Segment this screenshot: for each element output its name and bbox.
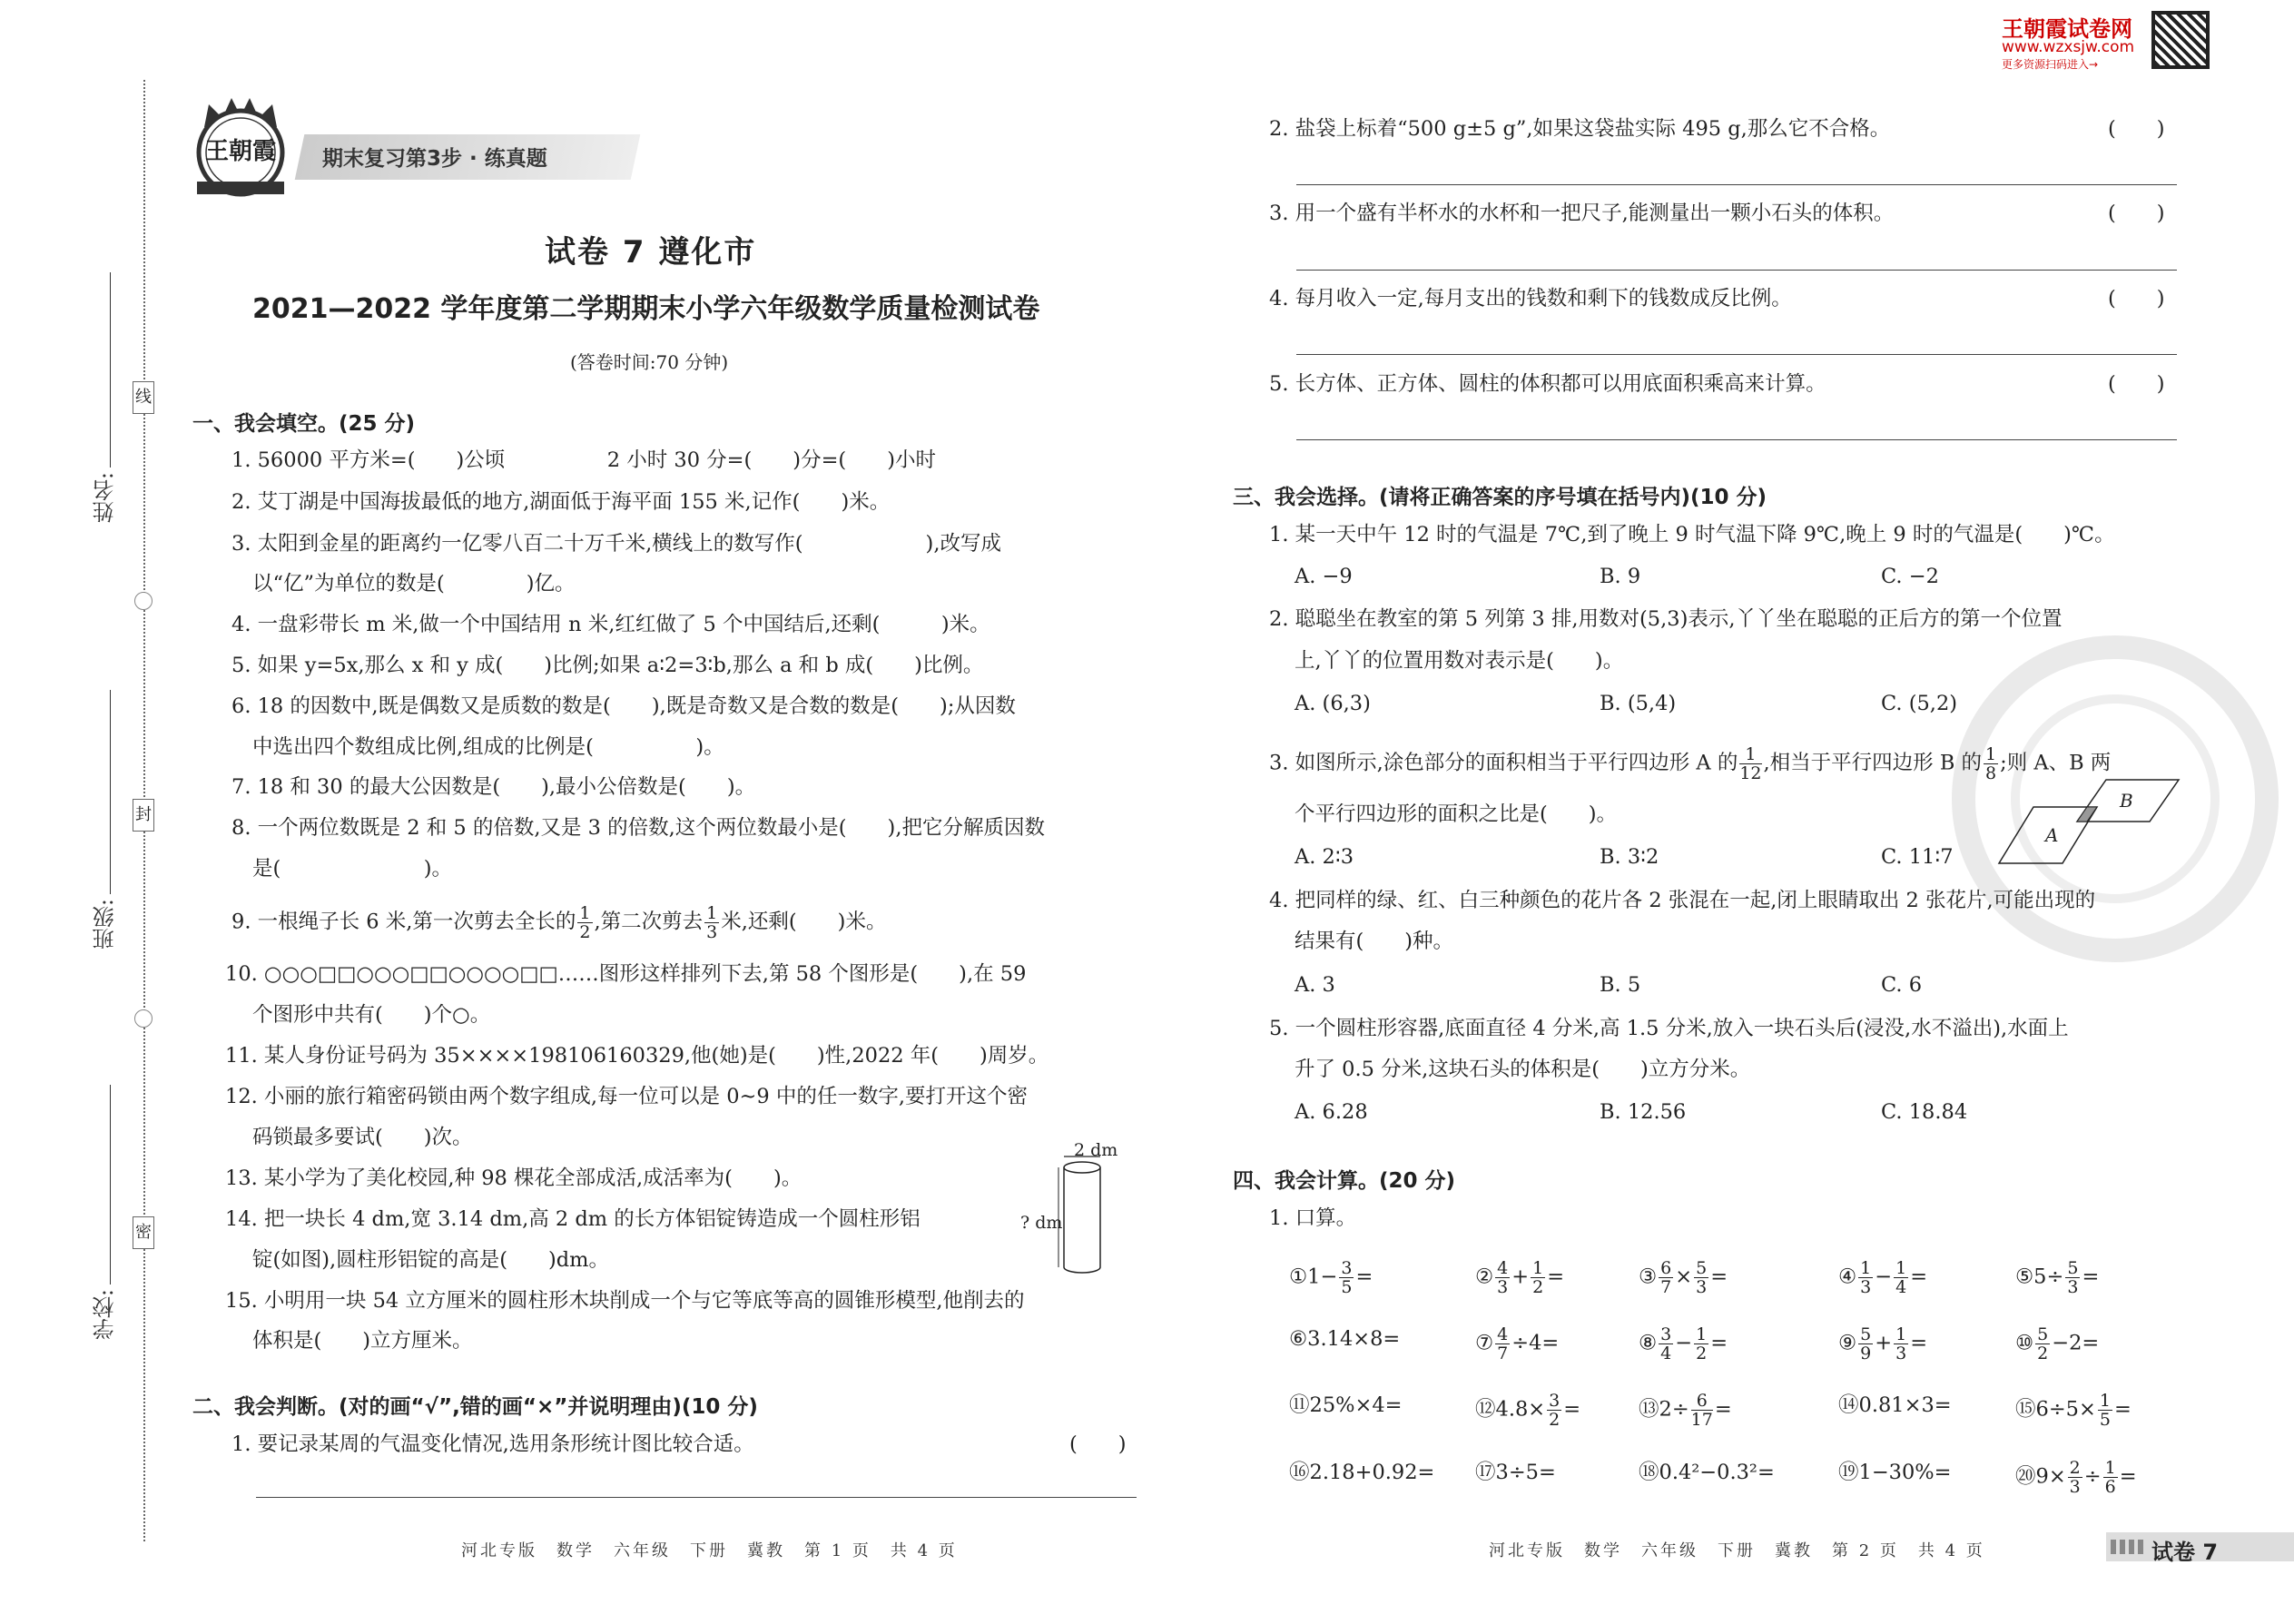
s2-answer-4[interactable]: ( ) — [2108, 287, 2165, 310]
calc-3: ③ $\frac{6}{7}$ × $\frac{5}{3}$ = — [1639, 1258, 1728, 1297]
brand-name: 王朝霞试卷网 — [2002, 16, 2132, 42]
s2-item-2: 2. 盐袋上标着“500 g±5 g”,如果这袋盐实际 495 g,那么它不合格。 — [1269, 117, 1891, 141]
footer-tag: 试卷 7 — [2151, 1540, 2219, 1565]
q9-fraction-2: $\frac{1}{3}$ — [706, 903, 718, 942]
s1-line-1: 1. 56000 平方米=( )公顷 2 小时 30 分=( )分=( )小时 — [231, 448, 936, 472]
s1-line-8: 中选出四个数组成比例,组成的比例是( )。 — [252, 735, 724, 759]
s2-answer-1[interactable]: ( ) — [1069, 1432, 1127, 1456]
s1-q13: 13. 某小学为了美化校园,种 98 棵花全部成活,成活率为( )。 — [225, 1166, 802, 1190]
calc-2: ② $\frac{4}{3}$ + $\frac{1}{2}$ = — [1475, 1258, 1565, 1297]
svg-text:王朝霞: 王朝霞 — [204, 138, 277, 165]
calc-13: ⑬2÷ $\frac{6}{17}$ = — [1639, 1391, 1732, 1430]
calc-7: ⑦ $\frac{4}{7}$ ÷4= — [1475, 1324, 1560, 1363]
cylinder-figure — [1019, 1142, 1127, 1278]
s2-item-3: 3. 用一个盛有半杯水的水杯和一把尺子,能测量出一颗小石头的体积。 — [1269, 202, 1895, 225]
s3-q2a: 2. 聪聪坐在教室的第 5 列第 3 排,用数对(5,3)表示,丫丫坐在聪聪的正后方的第一个位置 — [1269, 607, 2063, 631]
brand-sub: 更多资源扫码进入→ — [2002, 58, 2099, 71]
parallelogram-label-a: A — [2045, 824, 2059, 846]
calc-15: ⑮6÷5× $\frac{1}{5}$ = — [2015, 1391, 2132, 1430]
s1-line-6: 5. 如果 y=5x,那么 x 和 y 成( )比例;如果 a∶2=3∶b,那么 a 和 b 成( )比例。 — [231, 654, 984, 677]
s1-q14a: 14. 把一块长 4 dm,宽 3.14 dm,高 2 dm 的长方体铝锭铸造成一个圆柱形铝 — [225, 1207, 921, 1231]
s1-q15a: 15. 小明用一块 54 立方厘米的圆柱形木块削成一个与它等底等高的圆锥形模型,他削去的 — [225, 1289, 1025, 1313]
s4-sub: 1. 口算。 — [1269, 1206, 1357, 1230]
footer-right: 河北专版 数学 六年级 下册 冀教 第 2 页 共 4 页 — [1489, 1541, 1985, 1560]
calc-4: ④ $\frac{1}{3}$ − $\frac{1}{4}$ = — [1838, 1258, 1928, 1297]
calc-19: ⑲1−30%= — [1838, 1461, 1952, 1484]
exam-time: (答卷时间:70 分钟) — [570, 351, 729, 373]
calc-14: ⑭0.81×3= — [1838, 1393, 1952, 1417]
q9-text-c: 米,还剩( )米。 — [721, 910, 887, 934]
s3-q1: 1. 某一天中午 12 时的气温是 7℃,到了晚上 9 时气温下降 9℃,晚上 9 时的气温是( )℃。 — [1269, 523, 2115, 546]
qr-code-icon[interactable] — [2151, 11, 2210, 69]
s2-answer-3[interactable]: ( ) — [2108, 202, 2165, 225]
s3-q4-option-a[interactable]: A. 3 — [1295, 973, 1335, 997]
s1-line-7: 6. 18 的因数中,既是偶数又是质数的数是( ),既是奇数又是合数的数是( );从因数 — [231, 694, 1016, 718]
s2-item-1: 1. 要记录某周的气温变化情况,选用条形统计图比较合适。 — [231, 1432, 754, 1456]
s3-q4-option-c[interactable]: C. 6 — [1881, 973, 1923, 997]
footer-left: 河北专版 数学 六年级 下册 冀教 第 1 页 共 4 页 — [461, 1541, 958, 1560]
s1-line-10: 8. 一个两位数既是 2 和 5 的倍数,又是 3 的倍数,这个两位数最小是( ),把它分解质因数 — [231, 816, 1045, 840]
calc-16: ⑯2.18+0.92= — [1289, 1461, 1435, 1484]
q3-fraction-1: $\frac{1}{12}$ — [1739, 744, 1762, 783]
s2-reason-line-4[interactable] — [1296, 354, 2177, 355]
s3-q5a: 5. 一个圆柱形容器,底面直径 4 分米,高 1.5 分米,放入一块石头后(浸没,水不溢出),水面上 — [1269, 1017, 2069, 1040]
section4-heading: 四、我会计算。(20 分) — [1233, 1169, 1456, 1193]
s2-item-5: 5. 长方体、正方体、圆柱的体积都可以用底面积乘高来计算。 — [1269, 372, 1826, 396]
calc-9: ⑨ $\frac{5}{9}$ + $\frac{1}{3}$ = — [1838, 1324, 1928, 1363]
s1-q12b: 码锁最多要试( )次。 — [252, 1126, 473, 1149]
s1-q14b: 锭(如图),圆柱形铝锭的高是( )dm。 — [252, 1248, 610, 1272]
calc-12: ⑫4.8× $\frac{3}{2}$ = — [1475, 1391, 1581, 1430]
s3-q4-option-b[interactable]: B. 5 — [1600, 973, 1641, 997]
s3-q4b: 结果有( )种。 — [1295, 930, 1454, 953]
binding-dot-2 — [134, 1009, 153, 1028]
calc-6: ⑥3.14×8= — [1289, 1327, 1401, 1351]
cylinder-top-label: 2 dm — [1074, 1140, 1118, 1160]
s3-q3-option-a[interactable]: A. 2∶3 — [1295, 845, 1354, 869]
calc-18: ⑱0.4²−0.3²= — [1639, 1461, 1775, 1484]
binding-mark-secret: 密 — [133, 1216, 154, 1249]
s3-q2-option-c[interactable]: C. (5,2) — [1881, 692, 1958, 715]
class-label: 班级: — [93, 899, 118, 950]
name-label: 姓名: — [93, 472, 118, 524]
s3-q1-option-a[interactable]: A. −9 — [1295, 565, 1353, 588]
s1-q10a: 10. ○○○□□○○○□□○○○○□□……图形这样排列下去,第 58 个图形是( ),在 59 — [225, 962, 1027, 986]
s1-line-5: 4. 一盘彩带长 m 米,做一个中国结用 n 米,红红做了 5 个中国结后,还剩( )米。 — [231, 613, 990, 636]
q3-text-b: ,相当于平行四边形 B 的 — [1763, 751, 1983, 775]
q3-fraction-2: $\frac{1}{8}$ — [1985, 744, 1997, 783]
brand-url: www.wzxsjw.com — [2002, 38, 2135, 56]
s2-reason-line-3[interactable] — [1296, 270, 2177, 271]
s3-q5-option-c[interactable]: C. 18.84 — [1881, 1100, 1968, 1124]
calc-8: ⑧ $\frac{3}{4}$ − $\frac{1}{2}$ = — [1639, 1324, 1728, 1363]
calc-20: ⑳9× $\frac{2}{3}$ ÷ $\frac{1}{6}$ = — [2015, 1458, 2137, 1497]
s1-q15b: 体积是( )立方厘米。 — [252, 1329, 473, 1353]
s1-line-3: 3. 太阳到金星的距离约一亿零八百二十万千米,横线上的数写作( ),改写成 — [231, 532, 1001, 556]
parallelogram-label-b: B — [2120, 790, 2133, 812]
s3-q2b: 上,丫丫的位置用数对表示是( )。 — [1295, 649, 1624, 673]
s2-reason-line-1[interactable] — [256, 1497, 1137, 1498]
s2-reason-line-5[interactable] — [1296, 439, 2177, 440]
binding-mark-line: 线 — [133, 381, 154, 414]
s1-q10b: 个图形中共有( )个○。 — [252, 1003, 491, 1027]
s3-q2-option-b[interactable]: B. (5,4) — [1600, 692, 1677, 715]
s1-line-2: 2. 艾丁湖是中国海拔最低的地方,湖面低于海平面 155 米,记作( )米。 — [231, 490, 891, 514]
calc-5: ⑤5÷ $\frac{5}{3}$ = — [2015, 1258, 2100, 1297]
s1-line-11: 是( )。 — [252, 857, 453, 881]
s3-q5-option-a[interactable]: A. 6.28 — [1295, 1100, 1368, 1124]
calc-11: ⑪25%×4= — [1289, 1393, 1403, 1417]
q3-text-a: 3. 如图所示,涂色部分的面积相当于平行四边形 A 的 — [1269, 751, 1738, 775]
s2-reason-line-2[interactable] — [1296, 184, 2177, 185]
binding-mark-seal: 封 — [133, 799, 154, 832]
s1-line-4: 以“亿”为单位的数是( )亿。 — [252, 572, 576, 595]
cylinder-side-label: ? dm — [1020, 1213, 1063, 1233]
s1-q12a: 12. 小丽的旅行箱密码锁由两个数字组成,每一位可以是 0~9 中的任一数字,要打开这个密 — [225, 1085, 1029, 1108]
paper-title: 试卷 7 遵化市 — [545, 234, 757, 271]
q3-text-c: ;则 A、B 两 — [2000, 751, 2112, 775]
s3-q1-option-b[interactable]: B. 9 — [1600, 565, 1641, 588]
review-badge-text: 期末复习第3步 · 练真题 — [322, 147, 547, 171]
s3-q5-option-b[interactable]: B. 12.56 — [1600, 1100, 1687, 1124]
section1-heading: 一、我会填空。(25 分) — [192, 412, 416, 436]
s2-answer-2[interactable]: ( ) — [2108, 117, 2165, 141]
section2-heading: 二、我会判断。(对的画“√”,错的画“×”并说明理由)(10 分) — [192, 1395, 758, 1419]
paper-subtitle: 2021—2022 学年度第二学期期末小学六年级数学质量检测试卷 — [252, 293, 1040, 325]
s3-q3-option-b[interactable]: B. 3∶2 — [1600, 845, 1659, 869]
s1-q11: 11. 某人身份证号码为 35××××198106160329,他(她)是( )性,2022 年( )周岁。 — [225, 1044, 1049, 1068]
calc-1: ①1− $\frac{3}{5}$ = — [1289, 1258, 1373, 1297]
q9-text-b: ,第二次剪去 — [594, 910, 704, 934]
q9-text-a: 9. 一根绳子长 6 米,第一次剪去全长的 — [231, 910, 576, 934]
name-field[interactable] — [110, 272, 111, 468]
s2-item-4: 4. 每月收入一定,每月支出的钱数和剩下的钱数成反比例。 — [1269, 287, 1792, 310]
binding-dot-1 — [134, 592, 153, 610]
s1-line-9: 7. 18 和 30 的最大公因数是( ),最小公倍数是( )。 — [231, 775, 756, 799]
q9-fraction-1: $\frac{1}{2}$ — [579, 903, 591, 942]
calc-17: ⑰3÷5= — [1475, 1461, 1556, 1484]
s2-answer-5[interactable]: ( ) — [2108, 372, 2165, 396]
s3-q4a: 4. 把同样的绿、红、白三种颜色的花片各 2 张混在一起,闭上眼睛取出 2 张花片,可能出现的 — [1269, 889, 2096, 912]
section3-heading: 三、我会选择。(请将正确答案的序号填在括号内)(10 分) — [1233, 486, 1767, 509]
s3-q3b: 个平行四边形的面积之比是( )。 — [1295, 802, 1618, 826]
calc-10: ⑩ $\frac{5}{2}$ −2= — [2015, 1324, 2100, 1363]
footer-tag-dots — [2111, 1540, 2147, 1554]
s3-q1-option-c[interactable]: C. −2 — [1881, 565, 1939, 588]
class-field[interactable] — [110, 690, 111, 894]
s3-q3-option-c[interactable]: C. 11∶7 — [1881, 845, 1954, 869]
parallelogram-figure — [1997, 776, 2188, 867]
school-label: 学校: — [93, 1289, 118, 1341]
school-field[interactable] — [110, 1085, 111, 1284]
s1-q9 — [231, 904, 886, 941]
s3-q3a — [1269, 745, 2111, 782]
logo — [186, 91, 295, 200]
s3-q5b: 升了 0.5 分米,这块石头的体积是( )立方分米。 — [1295, 1058, 1751, 1081]
s3-q2-option-a[interactable]: A. (6,3) — [1295, 692, 1371, 715]
